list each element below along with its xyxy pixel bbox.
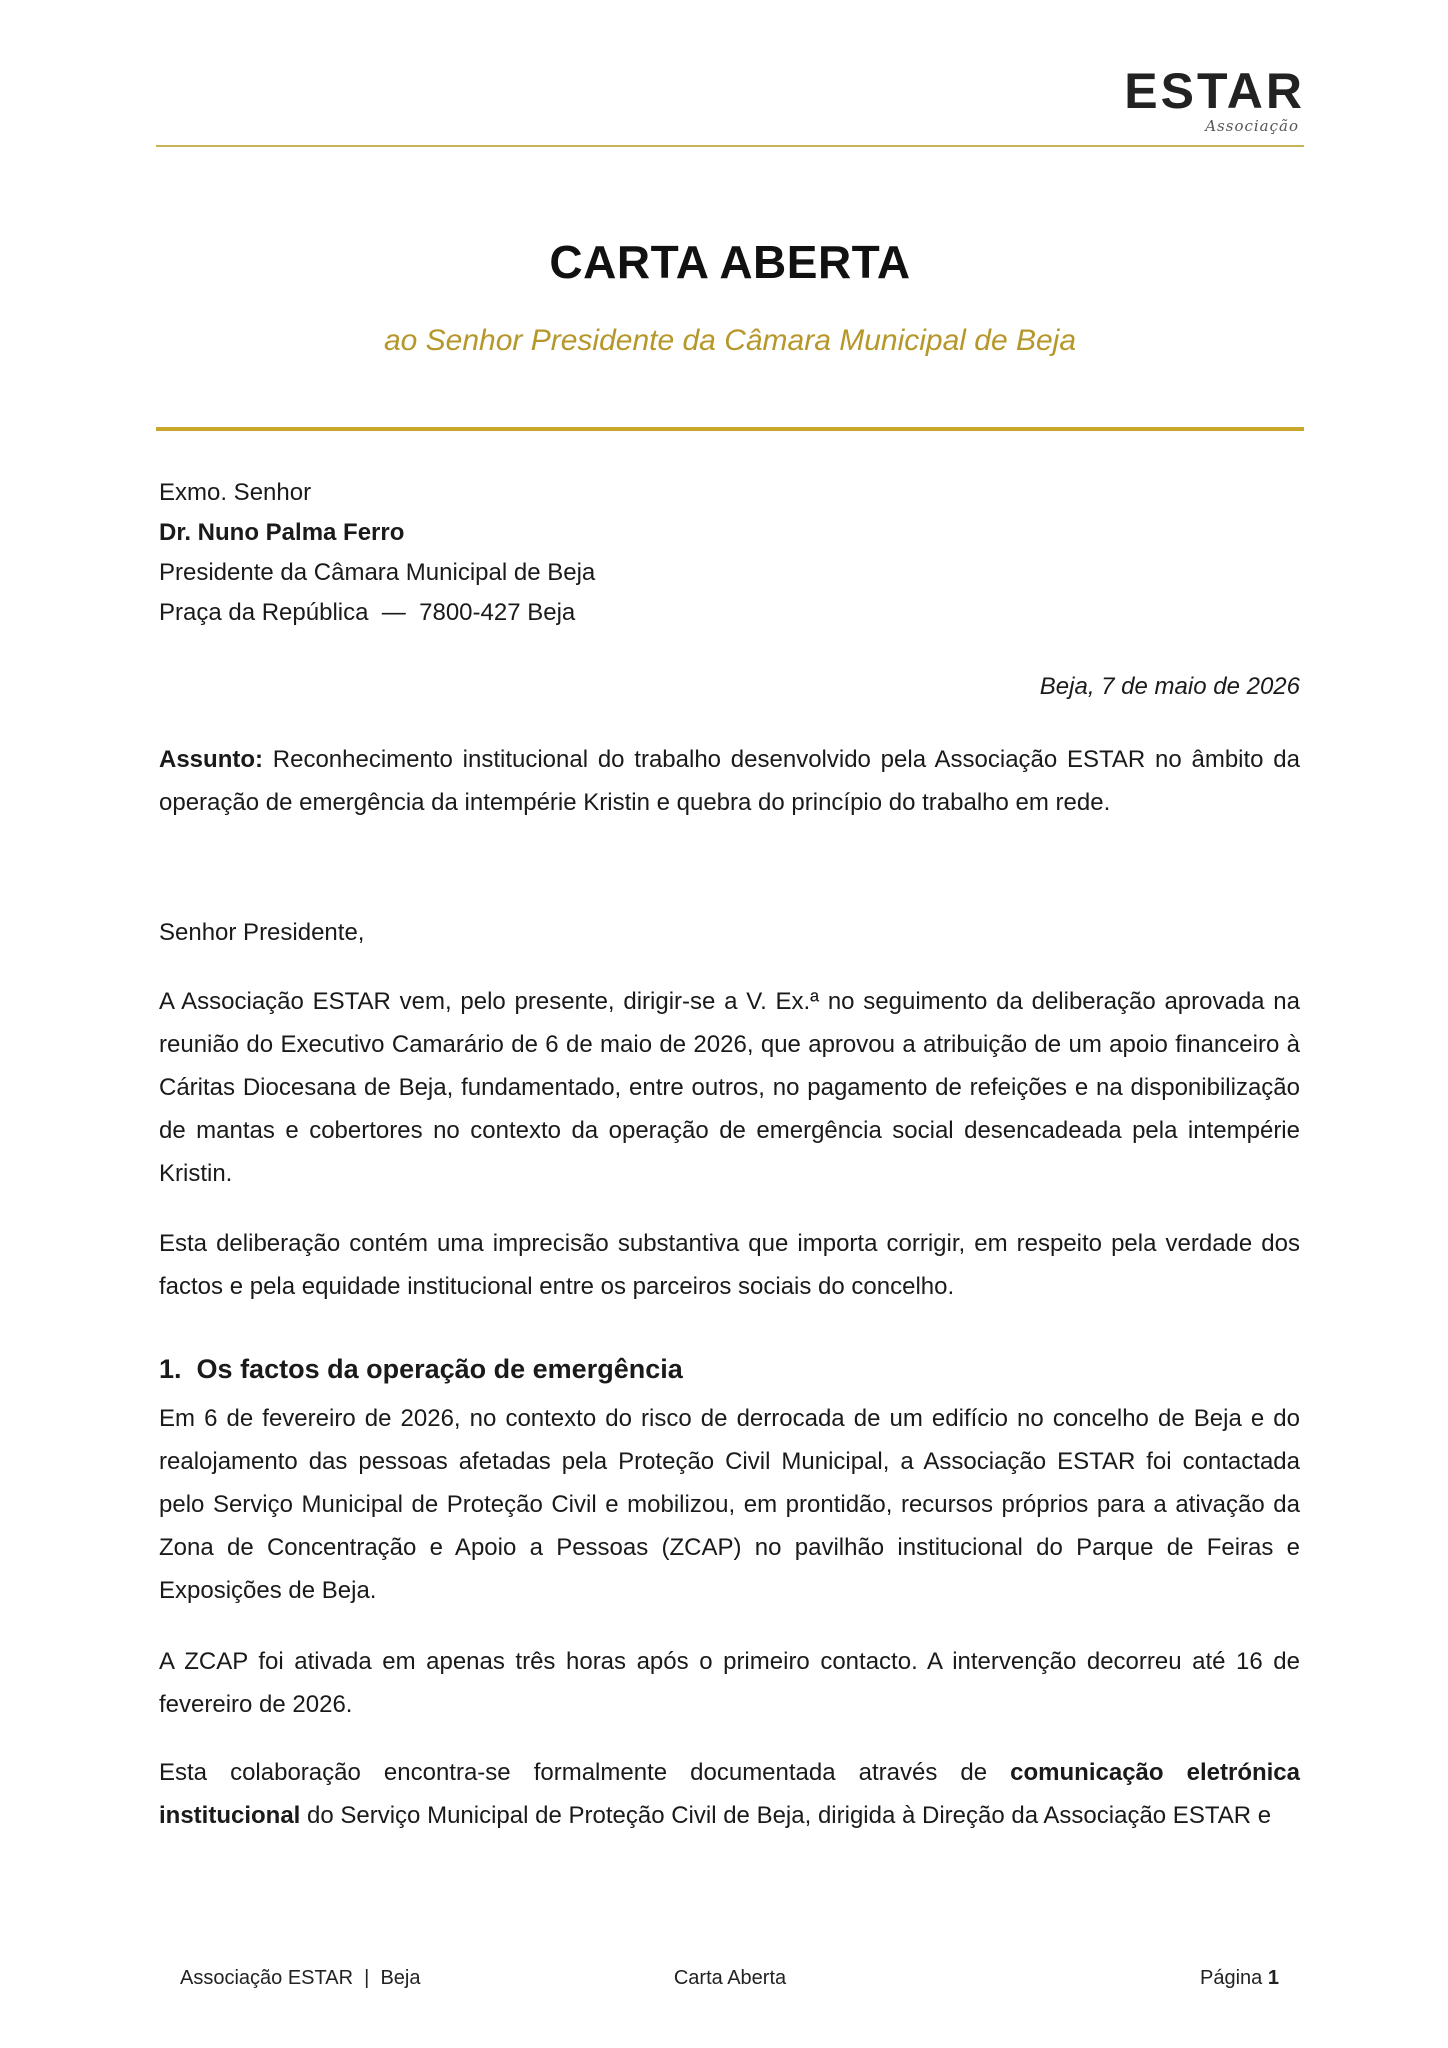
page-subtitle: ao Senhor Presidente da Câmara Municipal de Beja [383,324,1077,357]
paragraph-4: A ZCAP foi ativada em apenas três horas após o primeiro contacto. A intervenção decorreu até 16 de fevereiro de 2026. [159,1648,1300,1718]
section-1-heading [159,1346,683,1392]
logo-script-subtitle [1181,112,1301,138]
paragraph-3: Em 6 de fevereiro de 2026, no contexto do risco de derrocada de um edifício no concelho de Beja e do realojamento das pessoas afetadas pela Proteção Civil Municipal, a Associação ESTAR foi contactada pelo Serviço Municipal de Proteção Civil e mobilizou, em prontidão, recursos próprios para a ativação da Zona de Concentração e Apoio a Pessoas (ZCAP) no pavilhão institucional do Parque de Feiras e Exposições de Beja. [159,1405,1300,1604]
recipient-address: Praça da República — 7800-427 Beja [159,599,576,626]
section-1-number: 1. [159,1354,182,1384]
footer-organization: Associação ESTAR | Beja [180,1967,421,1989]
header-divider [156,145,1304,147]
subject-label: Assunto: [159,746,263,773]
footer-page-number [1200,1963,1279,1993]
estar-logo [1124,63,1305,138]
recipient-name: Dr. Nuno Palma Ferro [159,519,405,546]
footer-page-label: Página [1200,1967,1268,1989]
footer-page-value: 1 [1267,1967,1279,1989]
paragraph-5 [159,1751,1300,1837]
greeting: Senhor Presidente, [159,919,365,946]
svg-text:Associação: Associação [1205,117,1299,135]
paragraph-2: Esta deliberação contém uma imprecisão substantiva que importa corrigir, em respeito pela verdade dos factos e pela equidade institucional entre os parceiros sociais do concelho. [159,1230,1300,1300]
footer-document-name: Carta Aberta [673,1967,787,1989]
logo-wordmark: ESTAR [1124,63,1305,119]
paragraph-5-emphasis: comunicação eletrónica institucional [159,1759,1300,1829]
letter-date: Beja, 7 de maio de 2026 [1039,673,1300,700]
paragraph-1: A Associação ESTAR vem, pelo presente, dirigir-se a V. Ex.ª no seguimento da deliberação aprovada na reunião do Executivo Camarário de 6 de maio de 2026, que aprovou a atribuição de um apoio financeiro à Cáritas Diocesana de Beja, fundamentado, entre outros, no pagamento de refeições e na disponibilização de mantas e cobertores no contexto da operação de emergência social desencadeada pela intempérie Kristin. [159,988,1300,1187]
paragraph-5-start: Esta colaboração encontra-se formalmente documentada através de [159,1759,1011,1786]
page-title: CARTA ABERTA [549,236,911,288]
recipient-salutation: Exmo. Senhor [159,479,312,506]
subject-paragraph [159,738,1300,824]
paragraph-5-end: do Serviço Municipal de Proteção Civil de Beja, dirigida à Direção da Associação ESTAR e [300,1802,1272,1829]
recipient-role: Presidente da Câmara Municipal de Beja [159,559,596,586]
title-divider [156,427,1304,431]
section-1-title: Os factos da operação de emergência [196,1354,683,1384]
subject-text: Reconhecimento institucional do trabalho desenvolvido pela Associação ESTAR no âmbito da operação de emergência da intempérie Kristin e quebra do princípio do trabalho em rede. [159,746,1300,816]
